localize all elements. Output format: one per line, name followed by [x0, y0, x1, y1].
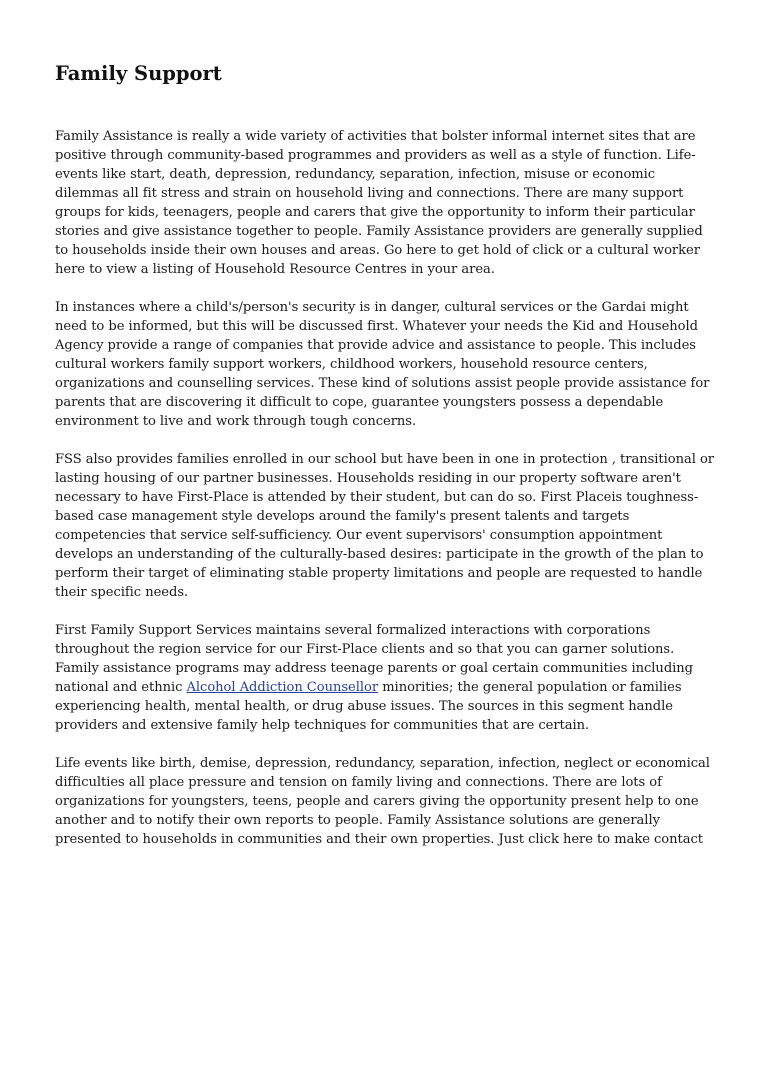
paragraph-3: FSS also provides families enrolled in our school but have been in one in protection , transitional or lasting housing of our partner businesses. Households residing in our property software aren't necessary to have First-Place is attended by their student, but can do so. First Placeis toughness-based case management style develops around the family's present talents and targets competencies that service self-sufficiency. Our event supervisors' consumption appointment develops an understanding of the culturally-based desires: participate in the growth of the plan to perform their target of eliminating stable property limitations and people are requested to handle their specific needs. [55, 452, 715, 600]
paragraph-1: Family Assistance is really a wide variety of activities that bolster informal internet sites that are positive through community-based programmes and providers as well as a style of function. Life-events like start, death, depression, redundancy, separation, infection, misuse or economic dilemmas all fit stress and strain on household living and connections. There are many support groups for kids, teenagers, people and carers that give the opportunity to inform their particular stories and give assistance together to people. Family Assistance providers are generally supplied to households inside their own houses and areas. Go here to get hold of click or a cultural worker here to view a listing of Household Resource Centres in your area. [55, 129, 703, 277]
paragraph-4-text-after: minorities; the general population or families experiencing health, mental health, or drug abuse issues. The sources in this segment handle providers and extensive family help techniques for communities that are certain. [55, 680, 682, 733]
page-title: Family Support [55, 62, 222, 85]
alcohol-addiction-counsellor-link[interactable]: Alcohol Addiction Counsellor [186, 680, 379, 695]
document-page [55, 58, 715, 868]
paragraph-2: In instances where a child's/person's security is in danger, cultural services or the Gardai might need to be informed, but this will be discussed first. Whatever your needs the Kid and Household Agency provide a range of companies that provide advice and assistance to people. This includes cultural workers family support workers, childhood workers, household resource centers, organizations and counselling services. These kind of solutions assist people provide assistance for parents that are discovering it difficult to cope, guarantee youngsters possess a dependable environment to live and work through tough concerns. [55, 300, 710, 429]
paragraph-4-text-before: First Family Support Services maintains several formalized interactions with corporations throughout the region service for our First-Place clients and so that you can garner solutions. Family assistance programs may address teenage parents or goal certain communities including national and ethnic [55, 623, 694, 695]
paragraph-5: Life events like birth, demise, depression, redundancy, separation, infection, neglect or economical difficulties all place pressure and tension on family living and connections. There are lots of organizations for youngsters, teens, people and carers giving the opportunity present help to one another and to notify their own reports to people. Family Assistance solutions are generally presented to households in communities and their own properties. Just click here to make contact [55, 756, 710, 847]
paragraph-4 [55, 621, 715, 735]
